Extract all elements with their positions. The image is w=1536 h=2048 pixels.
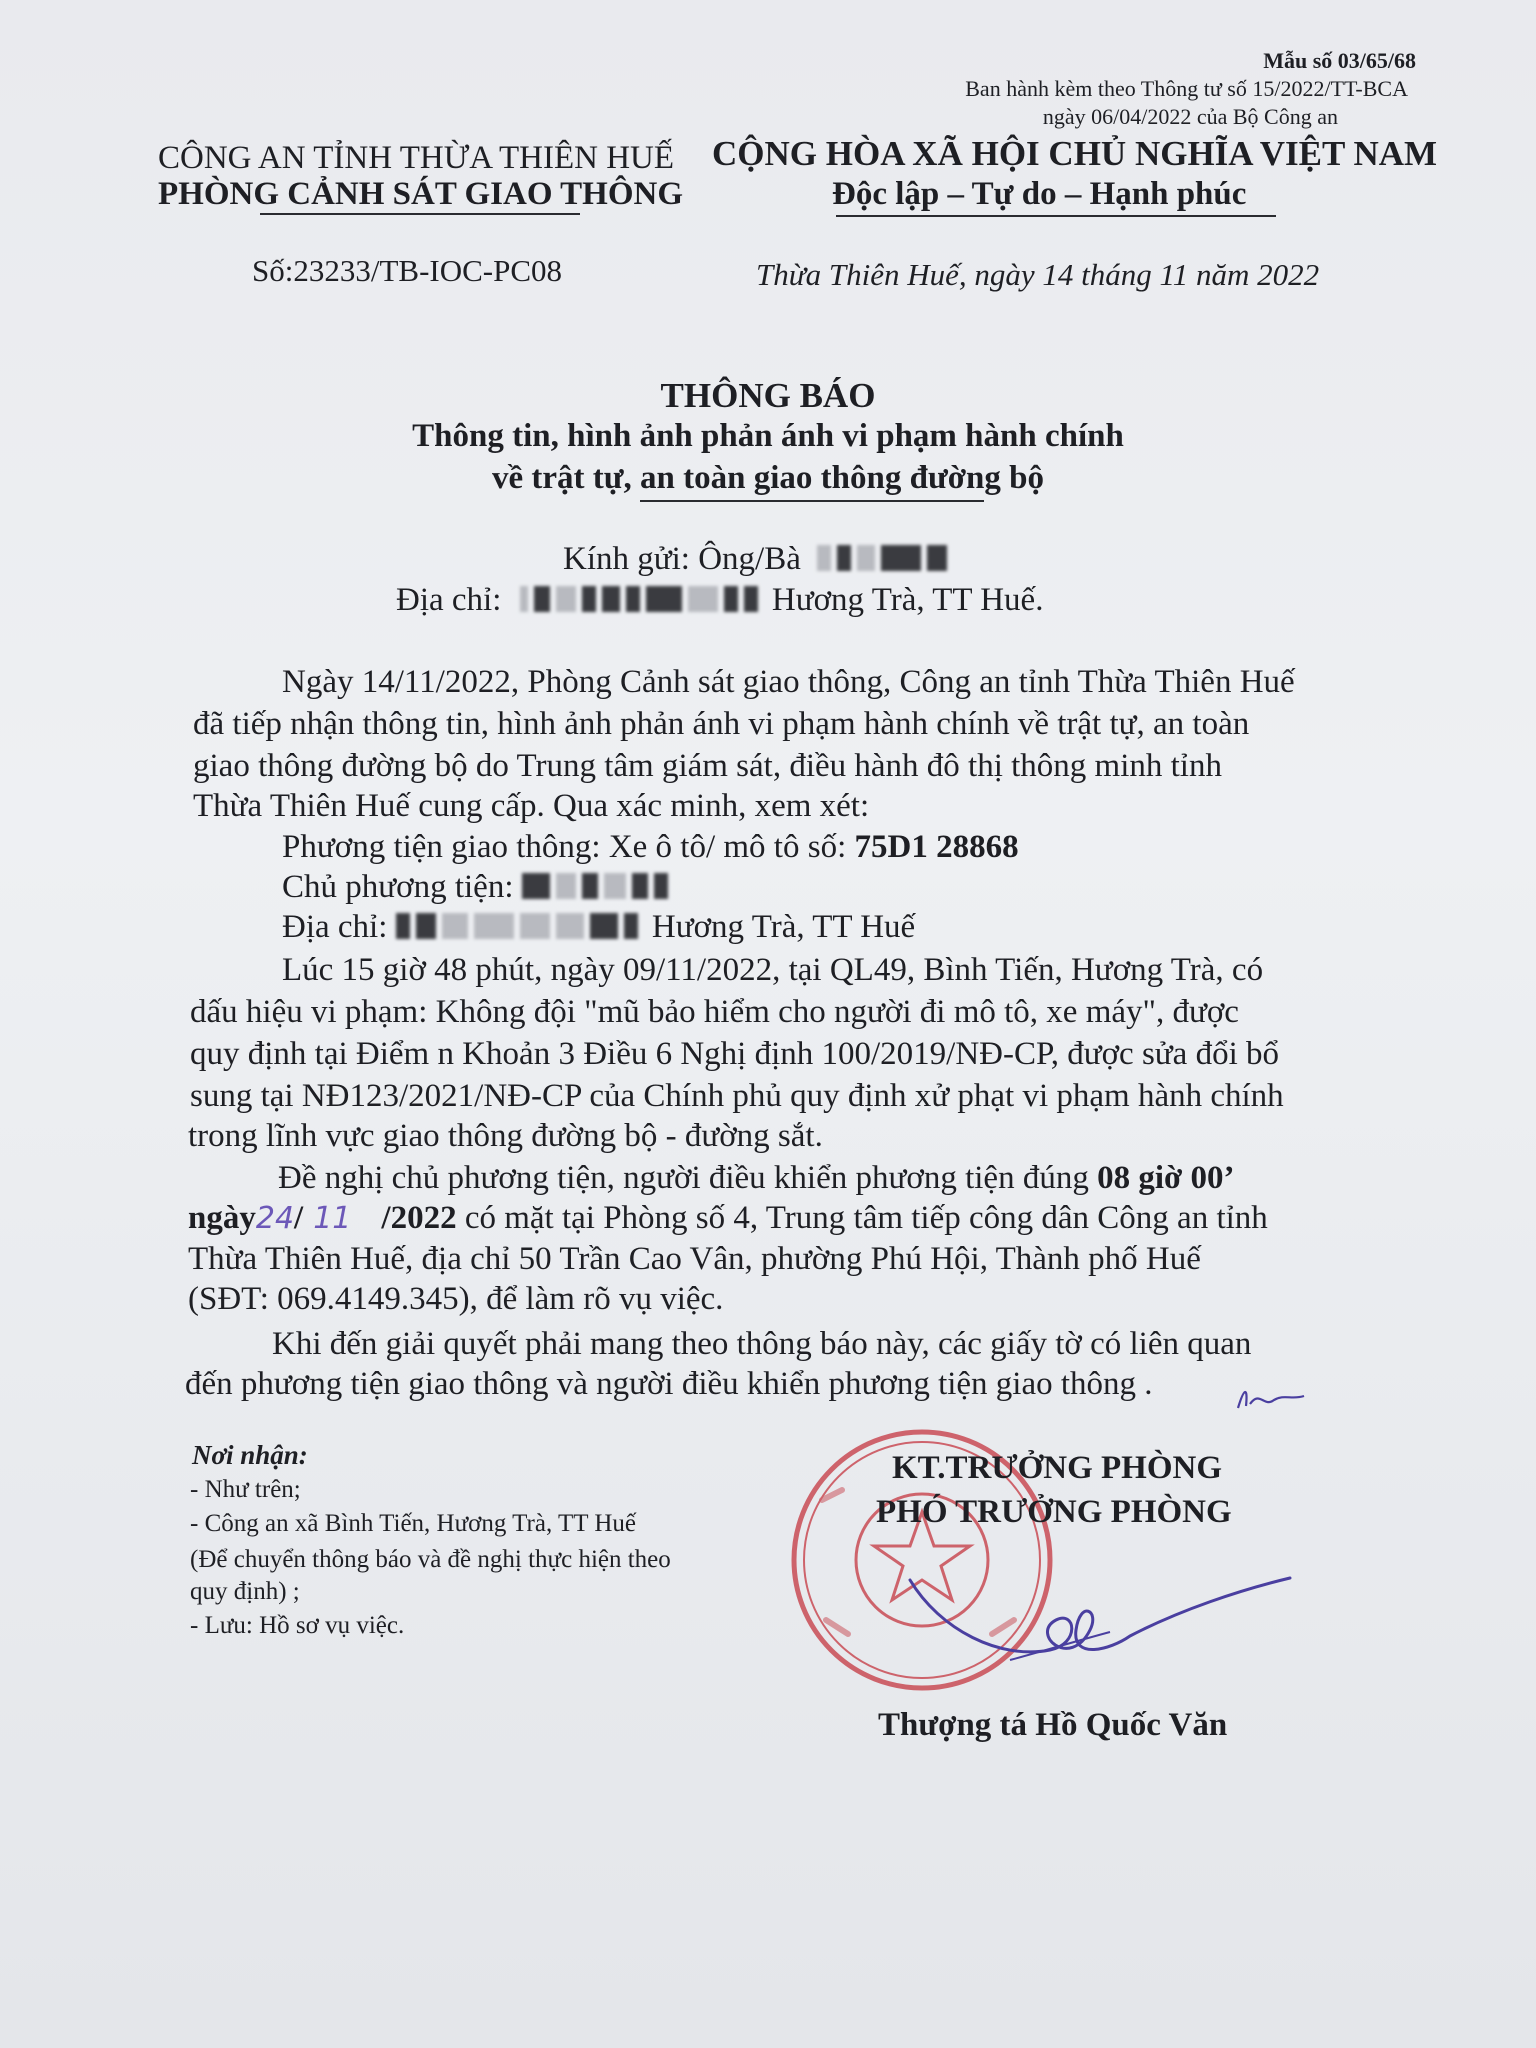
recipient-item: quy định) ; [190,1578,300,1605]
motto-underline [836,215,1276,217]
owner-address-label: Địa chỉ: [282,909,388,945]
handwritten-month: 11 [313,1201,352,1236]
owner-address-suffix: Hương Trà, TT Huế [651,909,916,945]
document-subtitle-line2: về trật tự, an toàn giao thông đường bộ [491,460,1044,496]
document-number: Số:23233/TB-IOC-PC08 [252,253,563,288]
recipient-item: - Như trên; [190,1476,301,1503]
paragraph1-line2: đã tiếp nhận thông tin, hình ảnh phản ánh vi phạm hành chính về trật tự, an toàn [193,706,1250,742]
appointment-time: 08 giờ 00’ [1097,1160,1235,1196]
paragraph1-line4: Thừa Thiên Huế cung cấp. Qua xác minh, xem xét: [193,788,870,824]
paragraph2-line1: Lúc 15 giờ 48 phút, ngày 09/11/2022, tại QL49, Bình Tiến, Hương Trà, có [282,952,1264,988]
form-id: Mẫu số 03/65/68 [1263,48,1416,73]
redacted-name [817,541,953,577]
redacted-owner [522,869,674,905]
national-motto: Độc lập – Tự do – Hạnh phúc [832,176,1247,212]
paragraph4-line2: đến phương tiện giao thông và người điều khiển phương tiện giao thông . [185,1366,1153,1402]
initial-mark [1230,1378,1310,1418]
paragraph1-line3: giao thông đường bộ do Trung tâm giám sát, điều hành đô thị thông minh tỉnh [193,748,1222,784]
paragraph3-line1 [278,1160,1235,1197]
handwritten-day: 24 [255,1201,295,1236]
owner-address-line [282,909,915,946]
paragraph2-line3: quy định tại Điểm n Khoản 3 Điều 6 Nghị định 100/2019/NĐ-CP, được sửa đổi bổ [190,1036,1279,1072]
handwritten-signature [880,1540,1300,1690]
vehicle-line [282,829,1019,866]
addressee-greeting: Kính gửi: Ông/Bà [563,541,801,577]
redacted-owner-address [396,909,652,945]
place-date: Thừa Thiên Huế, ngày 14 tháng 11 năm 2022 [756,257,1320,292]
paragraph3-line3: Thừa Thiên Huế, địa chỉ 50 Trần Cao Vân, phường Phú Hội, Thành phố Huế [188,1241,1201,1277]
redacted-address [520,582,772,618]
document-subtitle-line1: Thông tin, hình ảnh phản ánh vi phạm hành chính [412,418,1124,454]
address-suffix: Hương Trà, TT Huế. [771,582,1044,618]
paragraph3-line1-text: Đề nghị chủ phương tiện, người điều khiển phương tiện đúng [278,1160,1089,1196]
owner-line [282,869,674,906]
paragraph2-line5: trong lĩnh vực giao thông đường bộ - đường sắt. [188,1118,823,1154]
agency-underline [260,213,580,215]
document-title: THÔNG BÁO [660,376,876,415]
paragraph2-line2: dấu hiệu vi phạm: Không đội "mũ bảo hiểm cho người đi mô tô, xe máy", được [190,994,1239,1030]
agency-name: CÔNG AN TỈNH THỪA THIÊN HUẾ [158,140,675,176]
addressee-line [563,541,953,578]
paragraph1-line1: Ngày 14/11/2022, Phòng Cảnh sát giao thông, Công an tỉnh Thừa Thiên Huế [282,664,1295,700]
paragraph4-line1: Khi đến giải quyết phải mang theo thông báo này, các giấy tờ có liên quan [272,1326,1252,1362]
recipient-item: - Lưu: Hồ sơ vụ việc. [190,1612,405,1639]
recipient-item: (Để chuyển thông báo và đề nghị thực hiện theo [190,1546,671,1573]
addressee-address [396,582,1043,619]
date-year: /2022 [381,1200,457,1236]
form-reference-line2: ngày 06/04/2022 của Bộ Công an [1042,104,1338,129]
paragraph3-line2: ngày24/ 11 /2022 có mặt tại Phòng số 4, Trung tâm tiếp công dân Công an tỉnh [188,1200,1268,1236]
date-prefix: ngày [188,1200,256,1236]
department-name: PHÒNG CẢNH SÁT GIAO THÔNG [158,176,684,212]
national-title: CỘNG HÒA XÃ HỘI CHỦ NGHĨA VIỆT NAM [712,134,1438,173]
recipient-item: - Công an xã Bình Tiến, Hương Trà, TT Huế [190,1510,637,1537]
address-label: Địa chỉ: [396,582,502,618]
signature-title-line2: PHÓ TRƯỞNG PHÒNG [876,1494,1232,1530]
owner-label: Chủ phương tiện: [282,869,514,905]
recipients-title: Nơi nhận: [192,1440,308,1470]
paragraph3-line4: (SĐT: 069.4149.345), để làm rõ vụ việc. [188,1281,724,1317]
form-reference-line1: Ban hành kèm theo Thông tư số 15/2022/TT-BCA [965,76,1408,101]
paragraph2-line4: sung tại NĐ123/2021/NĐ-CP của Chính phủ quy định xử phạt vi phạm hành chính [190,1078,1284,1114]
vehicle-plate: 75D1 28868 [854,829,1019,865]
subtitle-underline [640,500,984,502]
vehicle-label: Phương tiện giao thông: Xe ô tô/ mô tô số: [282,829,847,865]
signature-title-line1: KT.TRƯỞNG PHÒNG [892,1450,1222,1486]
paragraph3-line2-text: có mặt tại Phòng số 4, Trung tâm tiếp công dân Công an tỉnh [464,1200,1268,1236]
signatory-name: Thượng tá Hồ Quốc Văn [878,1707,1228,1743]
